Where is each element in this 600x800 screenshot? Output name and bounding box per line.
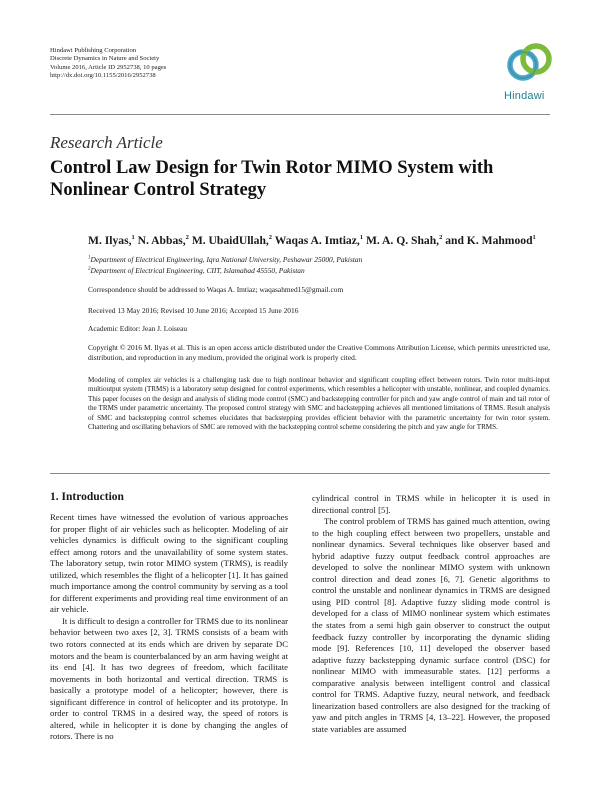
title-line-2: Nonlinear Control Strategy [50, 180, 267, 200]
title-line-1: Control Law Design for Twin Rotor MIMO System with [50, 158, 494, 178]
paragraph: cylindrical control in TRMS while in helicopter it is used in directional control [5]. [312, 493, 550, 515]
correspondence: Correspondence should be addressed to Waqas A. Imtiaz; waqasahmed15@gmail.com [88, 285, 344, 294]
volume-line: Volume 2016, Article ID 2952738, 10 pages [50, 63, 167, 71]
author-aff-marker: 1 [532, 234, 536, 242]
abstract-rule [50, 473, 550, 474]
author-aff-marker: 2 [185, 234, 189, 242]
journal-name: Discrete Dynamics in Nature and Society [50, 55, 160, 63]
affiliation-1 [88, 255, 362, 264]
column-right [312, 493, 550, 735]
journal-meta [50, 47, 166, 81]
author-name: N. Abbas, [137, 234, 186, 247]
affiliation-text: Department of Electrical Engineering, Iqra National University, Peshawar 25000, Pakistan [90, 255, 363, 264]
publisher-name: Hindawi Publishing Corporation [50, 47, 137, 54]
hindawi-logo-text: Hindawi [504, 90, 545, 102]
author-name: M. A. Q. Shah, [365, 234, 440, 247]
hindawi-rings-icon [498, 37, 562, 89]
academic-editor: Academic Editor: Jean J. Loiseau [88, 324, 188, 333]
copyright-notice: Copyright © 2016 M. Ilyas et al. This is an open access article distributed under the Creative Commons Attribution License, which permits unrestricted use, distribution, and reproduction in any medium, provided the original work is properly cited. [88, 343, 550, 362]
affiliation-marker: 1 [88, 255, 91, 261]
author-aff-marker: 2 [268, 234, 273, 242]
article-type: Research Article [50, 133, 163, 152]
author-name: and K. Mahmood [445, 234, 533, 247]
author-list [88, 234, 536, 247]
hindawi-logo[interactable] [498, 37, 562, 103]
article-title [50, 157, 550, 201]
header-rule [50, 114, 550, 115]
author-name: Waqas A. Imtiaz, [274, 234, 360, 247]
author-name: M. Ilyas, [88, 234, 132, 247]
abstract: Modeling of complex air vehicles is a challenging task due to high nonlinear behavior and significant coupling effect between rotors. Twin rotor multi-input multioutput system (TRMS) is a laboratory setup designed for control experiments, which resembles a helicopter with unstable, nonlinear, and coupled dynamics. This paper focuses on the design and analysis of sliding mode control (SMC) and backstepping controller for pitch and yaw angle control of main and tail rotor of the TRMS under parametric uncertainty. The proposed control strategy with SMC and backstepping achieves all mentioned limitations of TRMS. Result analysis of SMC and backstepping control schemes elucidates that backstepping provides efficient behavior with the parametric uncertainty for twin rotor system. Chattering and oscillating behaviors of SMC are removed with the backstepping control scheme considering the pitch and yaw angle for TRMS. [88, 376, 550, 432]
column-left [50, 512, 288, 743]
article-dates: Received 13 May 2016; Revised 10 June 2016; Accepted 15 June 2016 [88, 306, 299, 315]
affiliation-text: Department of Electrical Engineering, CIIT, Islamabad 45550, Pakistan [90, 266, 305, 275]
paragraph: It is difficult to design a controller for TRMS due to its nonlinear behavior between two axes [2, 3]. TRMS consists of a beam with two rotors connected at its ends which are driven by separate DC motors and the beam is counterbalanced by an arm having weight at its end [4]. It has two degrees of freedom, which facilitate movements in both horizontal and vertical direction. TRMS is basically a prototype model of a helicopter; however, there is significant difference in control of helicopter and its prototype. In order to control TRMS in a desired way, the speed of rotors is altered, while in helicopter it is done by changing the angles of rotors. There is no [50, 615, 289, 742]
affiliation-marker: 2 [88, 266, 91, 272]
paragraph: The control problem of TRMS has gained much attention, owing to the high coupling effect between two propellers, unstable and nonlinear dynamics. Several techniques like observer based and hybrid adaptive fuzzy output feedback control approaches are developed to solve the nonlinear MIMO system with unknown control direction and dead zones [6, 7]. Genetic algorithms to control the unstable and nonlinear dynamics in TRMS are designed using PID control [8]. Adaptive fuzzy sliding mode control is developed for a class of MIMO nonlinear system which estimates the states from a semi high gain observer to construct the output feedback fuzzy controller by incorporating the dynamic sliding mode [9]. References [10, 11] developed the observer based adaptive fuzzy backstepping dynamic surface control (DSC) for nonlinear MIMO with immeasurable states. [12] performs a comparative analysis between intelligent control and classical control for TRMS. Adaptive fuzzy, neural network, and feedback linearization based controllers are also designed for the tracking of yaw and pitch angles in TRMS [4, 13–22]. However, the proposed state variables are assumed [312, 516, 550, 734]
section-heading: 1. Introduction [50, 491, 124, 503]
author-name: M. UbaidUllah, [191, 234, 269, 247]
author-aff-marker: 1 [359, 234, 364, 242]
affiliation-2 [88, 266, 305, 275]
doi-link[interactable]: http://dx.doi.org/10.1155/2016/2952738 [50, 72, 156, 80]
paragraph: Recent times have witnessed the evolution of various approaches for proper flight of air vehicles such as helicopter. Modeling of air vehicles dynamics is difficult owing to the significant coupling effect among rotors and the unavailability of some system states. The laboratory setup, twin rotor MIMO system (TRMS), is readily utilized, which resembles the flight of a helicopter [1]. It has gained much importance among the control community by serving as a tool for different experiments and providing real time environment of an air vehicle. [50, 512, 288, 615]
author-aff-marker: 2 [439, 234, 443, 242]
author-aff-marker: 1 [131, 234, 135, 242]
